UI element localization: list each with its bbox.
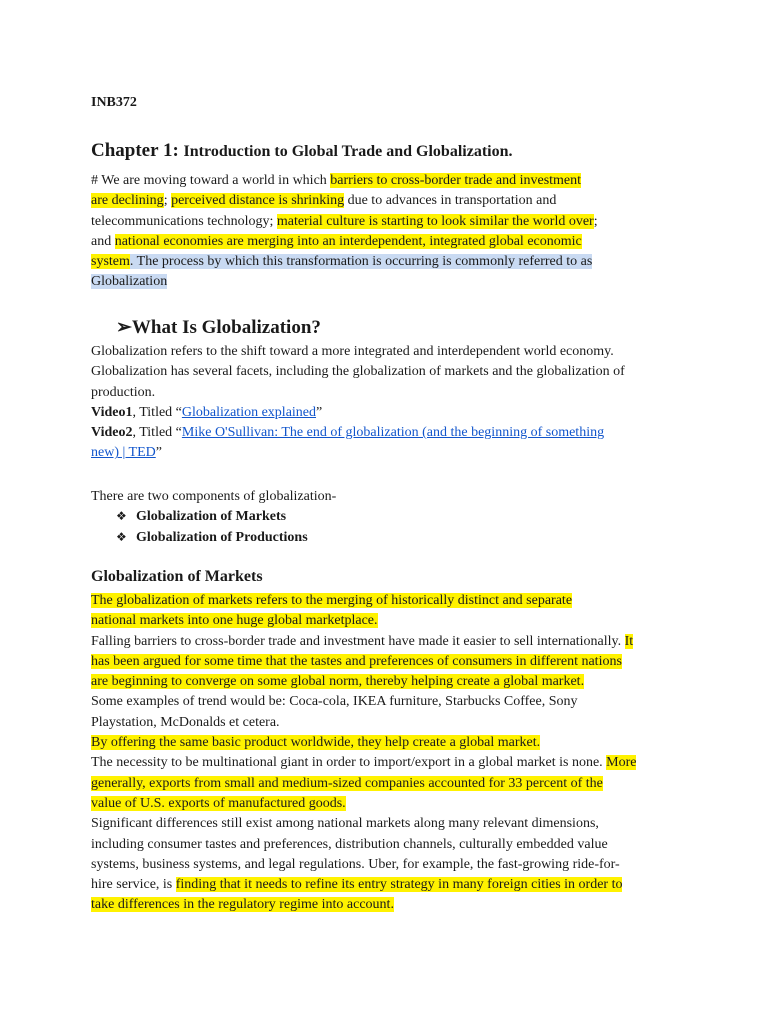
video2-text: , Titled “ <box>132 425 182 441</box>
list-item-label: Globalization of Markets <box>136 509 287 524</box>
highlight: national markets into one huge global marketplace. <box>91 613 378 629</box>
highlight: barriers to cross-border trade and investment <box>330 173 582 188</box>
components-intro: There are two components of globalization- <box>91 489 337 504</box>
intro-paragraph <box>91 171 651 293</box>
video1-link[interactable]: Globalization explained <box>181 404 317 420</box>
video2-link[interactable]: Mike O'Sullivan: The end of globalization (and the beginning of something <box>181 425 605 441</box>
selected-text: Globalization <box>91 274 168 290</box>
intro-text: ; <box>593 213 598 229</box>
body-text: hire service, is <box>91 877 176 893</box>
section-heading <box>116 316 321 339</box>
highlight: national economies are merging into an interdependent, integrated global economic <box>114 233 582 249</box>
highlight: It <box>624 633 634 649</box>
intro-text: ; <box>163 193 172 209</box>
arrow-bullet-icon: ➢ <box>116 317 132 338</box>
highlight: has been argued for some time that the tastes and preferences of consumers in different nations <box>91 653 622 669</box>
body-text: The necessity to be multinational giant in order to import/export in a global market is none. <box>91 755 607 771</box>
body-text: including consumer tastes and preferences, distribution channels, culturally embedded value <box>91 836 608 852</box>
video2-line <box>91 423 651 443</box>
highlight: By offering the same basic product worldwide, they help create a global market. <box>91 735 541 751</box>
highlight: generally, exports from small and medium-sized companies accounted for 33 percent of the <box>91 775 603 791</box>
body-text: Falling barriers to cross-border trade and investment have made it easier to sell internationally. <box>91 633 625 649</box>
components-list <box>116 506 308 548</box>
definition-line: Globalization refers to the shift toward a more integrated and interdependent world economy. <box>91 344 614 359</box>
highlight: More <box>606 755 637 771</box>
globalization-definition <box>91 342 651 464</box>
intro-text: and <box>91 233 115 249</box>
list-item <box>116 527 308 548</box>
diamond-bullet-icon: ❖ <box>116 509 127 523</box>
body-text: Playstation, McDonalds et cetera. <box>91 714 280 730</box>
highlight: value of U.S. exports of manufactured goods. <box>91 795 346 811</box>
markets-heading: Globalization of Markets <box>91 568 263 585</box>
highlight: are declining <box>91 193 164 209</box>
course-code: INB372 <box>91 95 137 110</box>
intro-text: # We are moving toward a world in which <box>91 173 331 188</box>
video1-line <box>91 403 651 423</box>
video2-label: Video2 <box>91 425 133 441</box>
video2-link[interactable]: new) | TED <box>91 445 156 461</box>
selected-text: . The process by which this transformation is occurring is commonly referred to as <box>129 254 593 270</box>
section-heading-text: What Is Globalization? <box>131 317 321 338</box>
chapter-title <box>91 140 513 162</box>
highlight: are beginning to converge on some global norm, thereby helping create a global market. <box>91 674 585 690</box>
highlight: perceived distance is shrinking <box>171 193 345 209</box>
video2-text: ” <box>155 445 162 461</box>
video1-label: Video1 <box>91 404 133 420</box>
definition-line: production. <box>91 384 156 400</box>
chapter-subtitle: Introduction to Global Trade and Globalization. <box>183 143 513 160</box>
highlight: material culture is starting to look similar the world over <box>276 213 594 229</box>
video1-text: ” <box>316 404 323 420</box>
highlight: take differences in the regulatory regime into account. <box>91 897 394 913</box>
video1-text: , Titled “ <box>132 404 182 420</box>
diamond-bullet-icon: ❖ <box>116 530 127 544</box>
list-item-label: Globalization of Productions <box>136 530 308 545</box>
body-text: Significant differences still exist among national markets along many relevant dimensions, <box>91 816 599 832</box>
body-text: Some examples of trend would be: Coca-cola, IKEA furniture, Starbucks Coffee, Sony <box>91 694 578 710</box>
body-text: systems, business systems, and legal regulations. Uber, for example, the fast-growing ride-for- <box>91 856 620 872</box>
markets-body <box>91 591 681 916</box>
highlight: The globalization of markets refers to the merging of historically distinct and separate <box>91 593 573 608</box>
definition-line: Globalization has several facets, including the globalization of markets and the globalization of <box>91 364 625 380</box>
list-item <box>116 506 308 527</box>
intro-text: telecommunications technology; <box>91 213 277 229</box>
intro-text: due to advances in transportation and <box>344 193 557 209</box>
highlight: finding that it needs to refine its entry strategy in many foreign cities in order to <box>175 877 623 893</box>
highlight: system <box>91 254 130 270</box>
chapter-prefix: Chapter 1: <box>91 140 179 161</box>
